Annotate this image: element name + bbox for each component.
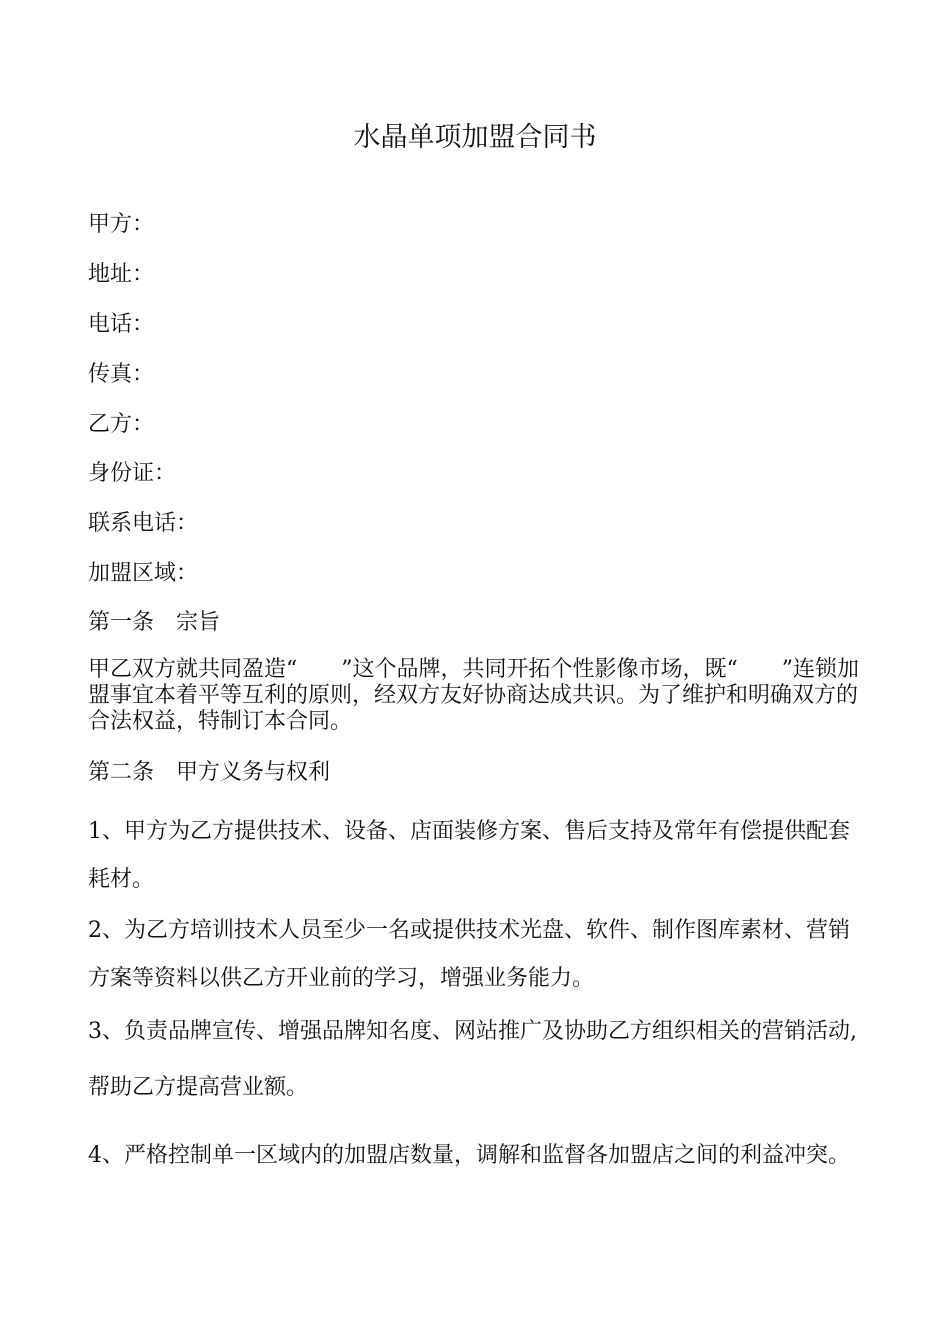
article-1-heading: 第一条 宗旨 xyxy=(88,610,221,635)
contact-phone-field: 联系电话： xyxy=(88,511,199,536)
article-2-item-1: 1、甲方为乙方提供技术、设备、店面装修方案、售后支持及常年有偿提供配套耗材。 xyxy=(88,819,850,892)
id-card-field: 身份证： xyxy=(88,461,177,486)
address-field: 地址： xyxy=(88,262,155,287)
article-2-item-3: 3、负责品牌宣传、增强品牌知名度、网站推广及协助乙方组织相关的营销活动,帮助乙方提高营业额。 xyxy=(88,1019,857,1100)
article-2-item-2: 2、为乙方培训技术人员至少一名或提供技术光盘、软件、制作图库素材、营销方案等资料以供乙方开业前的学习，增强业务能力。 xyxy=(88,918,850,991)
party-b-field: 乙方： xyxy=(88,412,155,437)
franchise-area-field: 加盟区域： xyxy=(88,561,199,586)
fax-field: 传真： xyxy=(88,362,155,387)
article-2-heading: 第二条 甲方义务与权利 xyxy=(88,760,331,785)
document-title: 水晶单项加盟合同书 xyxy=(353,122,597,153)
phone-field: 电话： xyxy=(88,312,155,337)
party-a-field: 甲方： xyxy=(88,212,155,237)
article-2-item-4: 4、严格控制单一区域内的加盟店数量，调解和监督各加盟店之间的利益冲突。 xyxy=(88,1143,850,1168)
article-1-body: 甲乙双方就共同盈造“ ”这个品牌，共同开拓个性影像市场，既“ ”连锁加盟事宜本着平等互利的原则，经双方友好协商达成共识。为了维护和明确双方的合法权益，特制订本合同。 xyxy=(88,657,859,734)
